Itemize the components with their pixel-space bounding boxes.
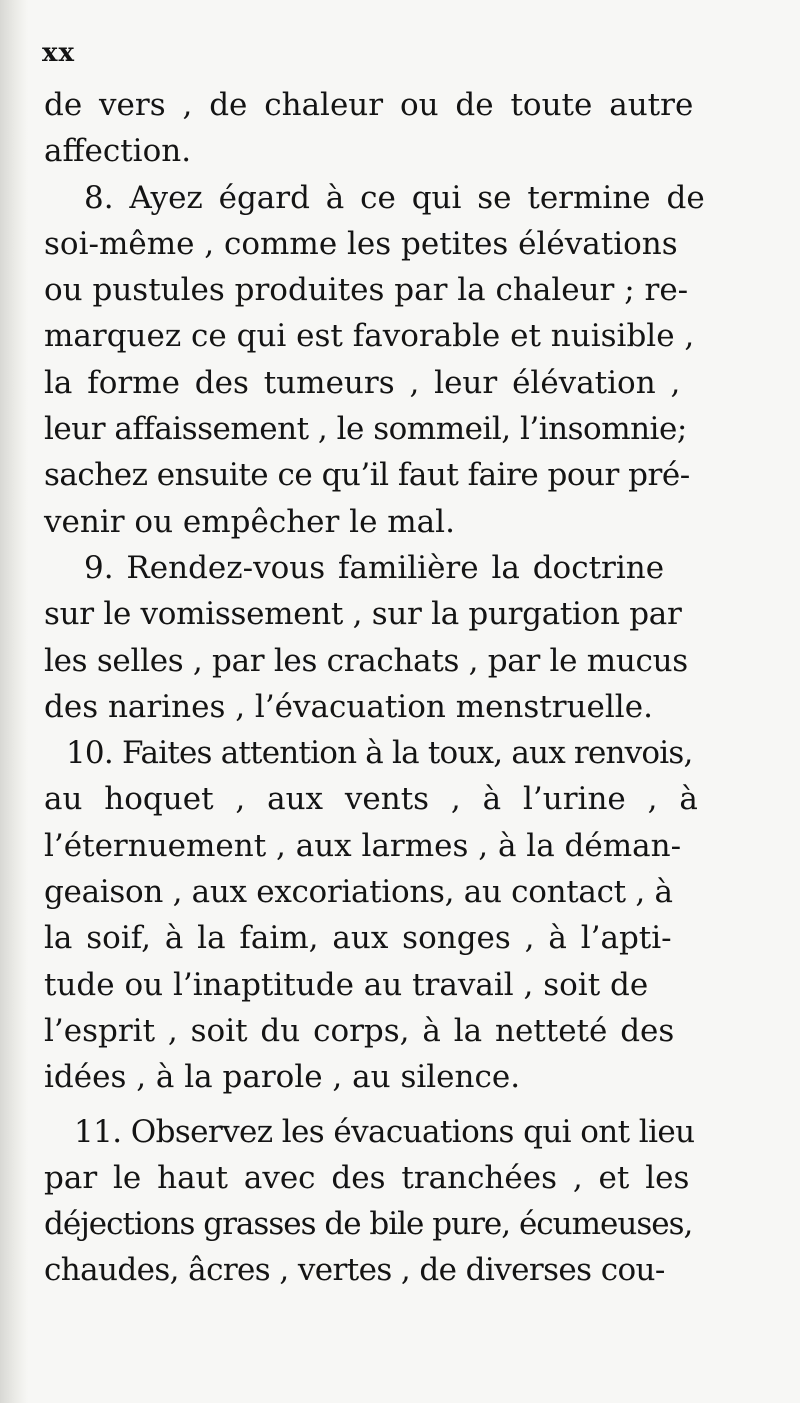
text-line: sachez ensuite ce qu’il faut faire pour pré-: [44, 457, 690, 494]
paragraph-11-start: 11. Observez les évacuations qui ont lieu: [74, 1113, 695, 1150]
text-line: leur affaissement , le sommeil, l’insomnie;: [44, 411, 687, 448]
text-line: venir ou empêcher le mal.: [44, 503, 455, 540]
text-line: chaudes, âcres , vertes , de diverses cou-: [44, 1252, 665, 1289]
text-line: au hoquet , aux vents , à l’urine , à: [44, 781, 698, 818]
text-line: tude ou l’inaptitude au travail , soit de: [44, 966, 649, 1003]
text-line: déjections grasses de bile pure, écumeuses,: [44, 1206, 693, 1243]
paragraph-8-start: 8. Ayez égard à ce qui se termine de: [84, 179, 705, 216]
text-line: la forme des tumeurs , leur élévation ,: [44, 364, 681, 401]
text-line: la soif, à la faim, aux songes , à l’apti-: [44, 920, 672, 957]
text-line: de vers , de chaleur ou de toute autre: [44, 87, 694, 123]
text-line: les selles , par les crachats , par le mucus: [44, 642, 688, 679]
text-line: affection.: [44, 133, 192, 170]
text-line: geaison , aux excoriations, au contact , à: [44, 874, 673, 911]
text-line: idées , à la parole , au silence.: [44, 1059, 521, 1096]
paragraph-9-start: 9. Rendez-vous familière la doctrine: [84, 549, 665, 586]
paragraph-10-start: 10. Faites attention à la toux, aux renvois,: [66, 735, 693, 772]
text-line: sur le vomissement , sur la purgation par: [44, 596, 682, 633]
text-line: soi-même , comme les petites élévations: [44, 225, 678, 262]
text-line: des narines , l’évacuation menstruelle.: [44, 688, 653, 725]
text-line: l’éternuement , aux larmes , à la déman-: [44, 827, 682, 864]
text-line: ou pustules produites par la chaleur ; re-: [44, 272, 689, 309]
page-gutter-shadow: [0, 0, 28, 1403]
page-number: xx: [42, 38, 76, 68]
text-line: par le haut avec des tranchées , et les: [44, 1159, 690, 1196]
body-text: [44, 82, 724, 1294]
text-line: l’esprit , soit du corps, à la netteté des: [44, 1012, 675, 1049]
text-line: marquez ce qui est favorable et nuisible ,: [44, 318, 695, 355]
